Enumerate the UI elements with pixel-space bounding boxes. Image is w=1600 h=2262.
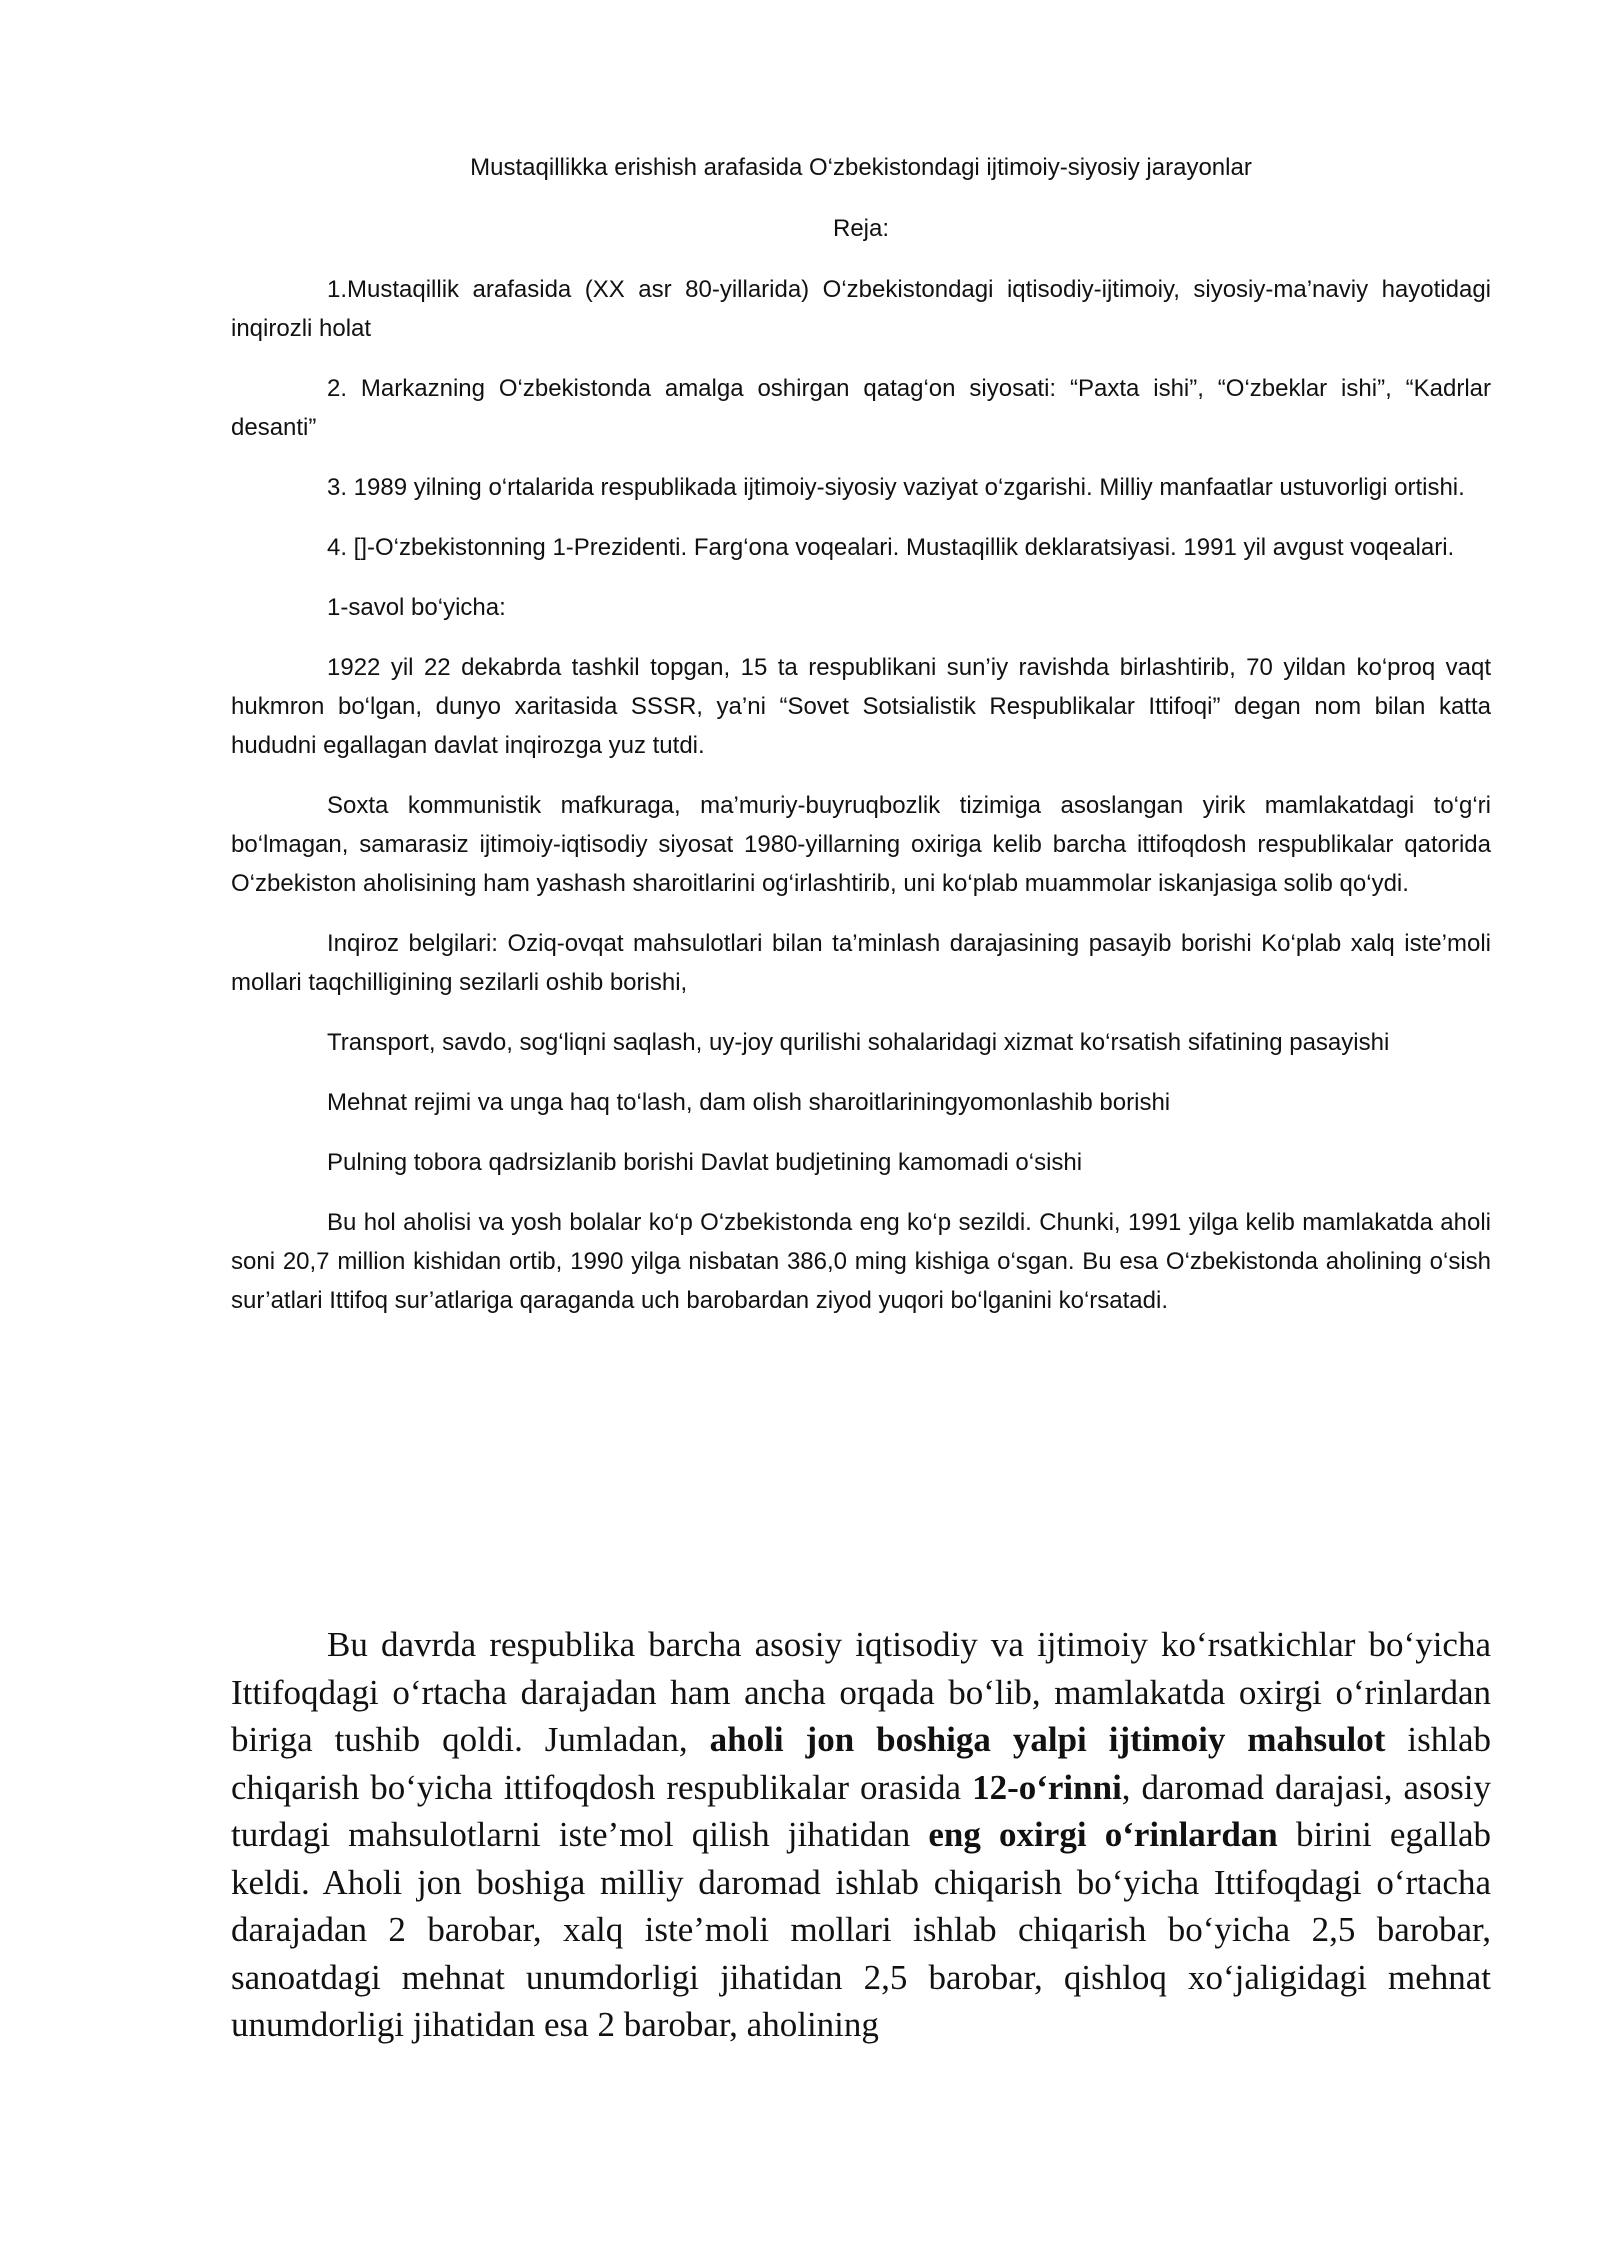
plan-item-4: 4. []-O‘zbekistonning 1-Prezidenti. Farg‘ona voqealari. Mustaqillik deklaratsiyasi. 1991 yil avgust voqealari. [327,534,1455,561]
paragraph-5: Mehnat rejimi va unga haq to‘lash, dam olish sharoitlariningyomonlashib borishi [327,1089,1171,1116]
document-body-serif [231,1621,1491,2049]
large-paragraph [231,1621,1491,2049]
large-paragraph-bold-3: eng oxirgi o‘rinlardan [928,1815,1278,1854]
plan-item-2: 2. Markazning O‘zbekistonda amalga oshirgan qatag‘on siyosati: “Paxta ishi”, “O‘zbeklar ishi”, “Kadrlar desanti” [231,375,1491,441]
document-title: Mustaqillikka erishish arafasida O‘zbekistondagi ijtimoiy-siyosiy jarayonlar [470,154,1252,181]
paragraph-3: Inqiroz belgilari: Oziq-ovqat mahsulotlari bilan ta’minlash darajasining pasayib borishi Ko‘plab xalq iste’moli mollari taqchilligining sezilarli oshib borishi, [231,930,1491,996]
large-paragraph-bold-2: 12-o‘rinni [972,1767,1122,1807]
plan-item-3: 3. 1989 yilning o‘rtalarida respublikada ijtimoiy-siyosiy vaziyat o‘zgarishi. Milliy manfaatlar ustuvorligi ortishi. [327,474,1465,501]
plan-item-1: 1.Mustaqillik arafasida (XX asr 80-yillarida) O‘zbekistondagi iqtisodiy-ijtimoiy, siyosiy-ma’naviy hayotidagi inqirozli holat [231,276,1491,342]
large-paragraph-text-3: , daromad darajasi, asosiy turdagi mahsulotlarni iste’mol qilish jihatidan [231,1767,1491,1854]
large-paragraph-text-4: birini egallab keldi. Aholi jon boshiga milliy daromad ishlab chiqarish bo‘yicha Ittifoqdagi o‘rtacha darajadan 2 barobar, xalq iste’moli mollari ishlab chiqarish bo‘yicha 2,5 barobar, sanoatdagi mehnat unumdorligi jihatidan 2,5 barobar, qishloq xo‘jaligidagi mehnat unumdorligi jihatidan esa 2 barobar, aholining [231,1815,1491,2044]
large-paragraph-bold-1: aholi jon boshiga yalpi ijtimoiy mahsulot [709,1720,1386,1759]
section-heading: 1-savol bo‘yicha: [327,594,506,621]
paragraph-4: Transport, savdo, sog‘liqni saqlash, uy-joy qurilishi sohalaridagi xizmat ko‘rsatish sifatining pasayishi [327,1029,1390,1056]
paragraph-7: Bu hol aholisi va yosh bolalar ko‘p O‘zbekistonda eng ko‘p sezildi. Chunki, 1991 yilga kelib mamlakatda aholi soni 20,7 million kishidan ortib, 1990 yilga nisbatan 386,0 ming kishiga o‘sgan. Bu esa O‘zbekistonda aholining o‘sish sur’atlari Ittifoq sur’atlariga qaraganda uch barobardan ziyod yuqori bo‘lganini ko‘rsatadi. [231,1209,1491,1314]
plan-heading: Reja: [832,215,890,242]
large-paragraph-text-1: Bu davrda respublika barcha asosiy iqtisodiy va ijtimoiy ko‘rsatkichlar bo‘yicha Ittifoqdagi o‘rtacha darajadan ham ancha orqada bo‘lib, mamlakatda oxirgi o‘rinlardan biriga tushib qoldi. Jumladan, [231,1625,1491,1759]
paragraph-1: 1922 yil 22 dekabrda tashkil topgan, 15 ta respublikani sun’iy ravishda birlashtirib, 70 yildan ko‘proq vaqt hukmron bo‘lgan, dunyo xaritasida SSSR, ya’ni “Sovet Sotsialistik Respublikalar Ittifoqi” degan nom bilan katta hududni egallagan davlat inqirozga yuz tutdi. [231,654,1491,759]
document-body-sans [231,148,1491,1341]
paragraph-2: Soxta kommunistik mafkuraga, ma’muriy-buyruqbozlik tizimiga asoslangan yirik mamlakatdagi to‘g‘ri bo‘lmagan, samarasiz ijtimoiy-iqtisodiy siyosat 1980-yillarning oxiriga kelib barcha ittifoqdosh respublikalar qatorida O‘zbekiston aholisining ham yashash sharoitlarini og‘irlashtirib, uni ko‘plab muammolar iskanjasiga solib qo‘ydi. [231,792,1491,897]
paragraph-6: Pulning tobora qadrsizlanib borishi Davlat budjetining kamomadi o‘sishi [327,1149,1083,1176]
large-paragraph-text-2: ishlab chiqarish bo‘yicha ittifoqdosh respublikalar orasida [231,1720,1492,1807]
